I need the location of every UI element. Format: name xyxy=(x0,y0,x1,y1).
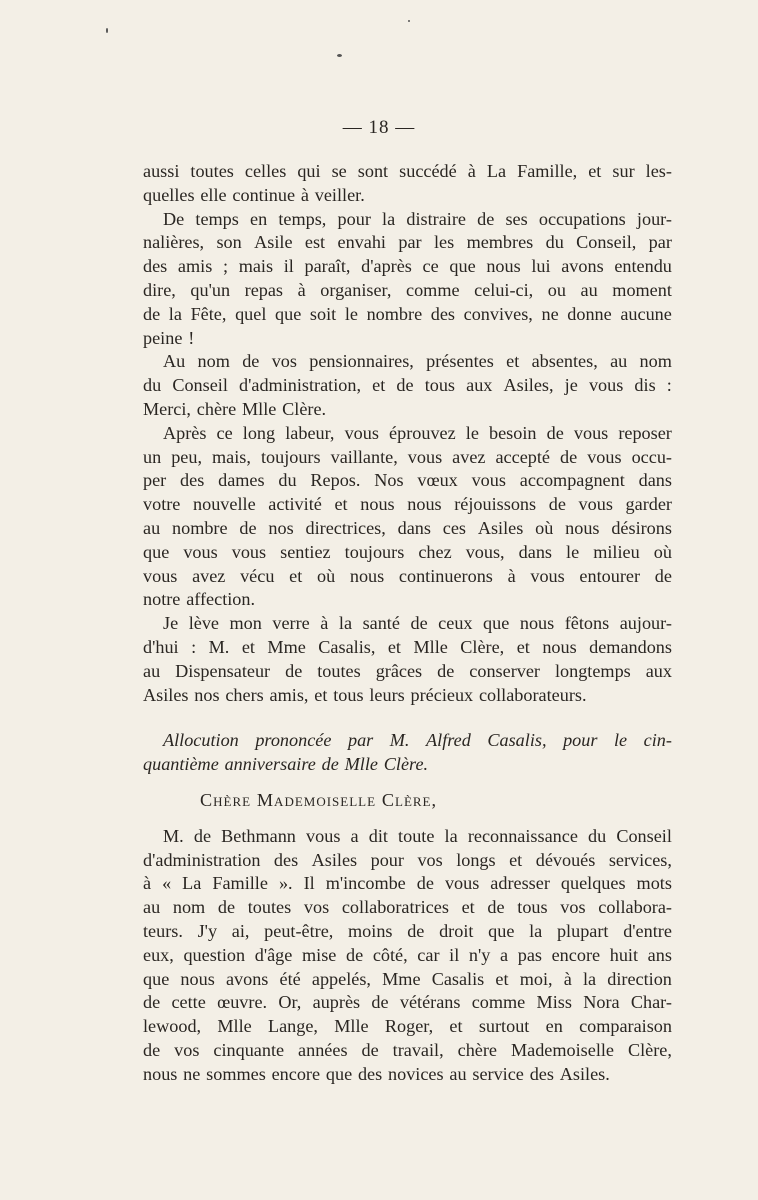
section-heading xyxy=(143,729,672,777)
paragraph xyxy=(143,612,672,707)
text-line: lewood, Mlle Lange, Mlle Roger, et surtout en comparaison xyxy=(143,1016,672,1037)
text-line: M. de Bethmann vous a dit toute la reconnaissance du Conseil xyxy=(163,825,672,846)
text-line: d'administration des Asiles pour vos longs et dévoués services, xyxy=(143,849,672,870)
paragraph xyxy=(143,160,672,208)
text-line: De temps en temps, pour la distraire de ses occupations jour- xyxy=(163,208,672,229)
text-line: de vos cinquante années de travail, chère Mademoiselle Clère, xyxy=(143,1039,672,1060)
paragraph xyxy=(143,825,672,1087)
text-line: peine ! xyxy=(143,327,195,348)
text-line: Allocution prononcée par M. Alfred Casalis, pour le cin- xyxy=(163,730,672,751)
text-line: quelles elle continue à veiller. xyxy=(143,184,365,205)
page-number: — 18 — xyxy=(342,117,416,138)
text-line: Merci, chère Mlle Clère. xyxy=(143,398,327,419)
text-line: teurs. J'y ai, peut-être, moins de droit que la plupart d'entre xyxy=(143,920,672,941)
text-line: Au nom de vos pensionnaires, présentes et absentes, au nom xyxy=(163,351,672,372)
text-line: nous ne sommes encore que des novices au service des Asiles. xyxy=(143,1063,610,1084)
text-line: per des dames du Repos. Nos vœux vous accompagnent dans xyxy=(143,470,672,491)
salutation xyxy=(143,789,672,813)
paragraph xyxy=(143,422,672,612)
text-line: notre affection. xyxy=(143,589,256,610)
text-line: du Conseil d'administration, et de tous aux Asiles, je vous dis : xyxy=(143,375,672,396)
text-line: eux, question d'âge mise de côté, car il n'y a pas encore huit ans xyxy=(143,944,672,965)
text-line: vous avez vécu et où nous continuerons à vous entourer de xyxy=(143,565,672,586)
text-line: Chère Mademoiselle Clère, xyxy=(200,789,438,810)
text-line: au Dispensateur de toutes grâces de conserver longtemps aux xyxy=(143,660,672,681)
text-line: au nombre de nos directrices, dans ces Asiles où nous désirons xyxy=(143,517,672,538)
ink-speck xyxy=(337,54,342,57)
text-line: aussi toutes celles qui se sont succédé à La Famille, et sur les- xyxy=(143,161,672,181)
ink-speck xyxy=(408,20,410,22)
text-line: au nom de toutes vos collaboratrices et de tous vos collabora- xyxy=(143,897,672,918)
text-line: Je lève mon verre à la santé de ceux que nous fêtons aujour- xyxy=(163,613,672,634)
text-line: des amis ; mais il paraît, d'après ce que nous lui avons entendu xyxy=(143,256,672,277)
text-line: de cette œuvre. Or, auprès de vétérans comme Miss Nora Char- xyxy=(143,992,672,1013)
text-line: quantième anniversaire de Mlle Clère. xyxy=(143,754,429,775)
paragraph xyxy=(143,350,672,421)
text-line: à « La Famille ». Il m'incombe de vous adresser quelques mots xyxy=(143,873,672,894)
text-line: d'hui : M. et Mme Casalis, et Mlle Clère, et nous demandons xyxy=(143,636,672,657)
text-line: Asiles nos chers amis, et tous leurs précieux collaborateurs. xyxy=(143,684,587,705)
text-line: que vous vous sentiez toujours chez vous, dans le milieu où xyxy=(143,541,672,562)
text-line: dire, qu'un repas à organiser, comme celui-ci, ou au moment xyxy=(143,279,672,300)
ink-speck xyxy=(106,28,108,33)
text-line: Après ce long labeur, vous éprouvez le besoin de vous reposer xyxy=(163,422,672,443)
text-line: que nous avons été appelés, Mme Casalis et moi, à la direction xyxy=(143,968,672,989)
paragraph xyxy=(143,208,672,351)
text-line: nalières, son Asile est envahi par les membres du Conseil, par xyxy=(143,232,672,253)
text-line: un peu, mais, toujours vaillante, vous avez accepté de vous occu- xyxy=(143,446,672,467)
body-text xyxy=(143,160,672,1086)
text-line: votre nouvelle activité et nous nous réjouissons de vous garder xyxy=(143,494,672,515)
text-line: de la Fête, quel que soit le nombre des convives, ne donne aucune xyxy=(143,303,672,324)
